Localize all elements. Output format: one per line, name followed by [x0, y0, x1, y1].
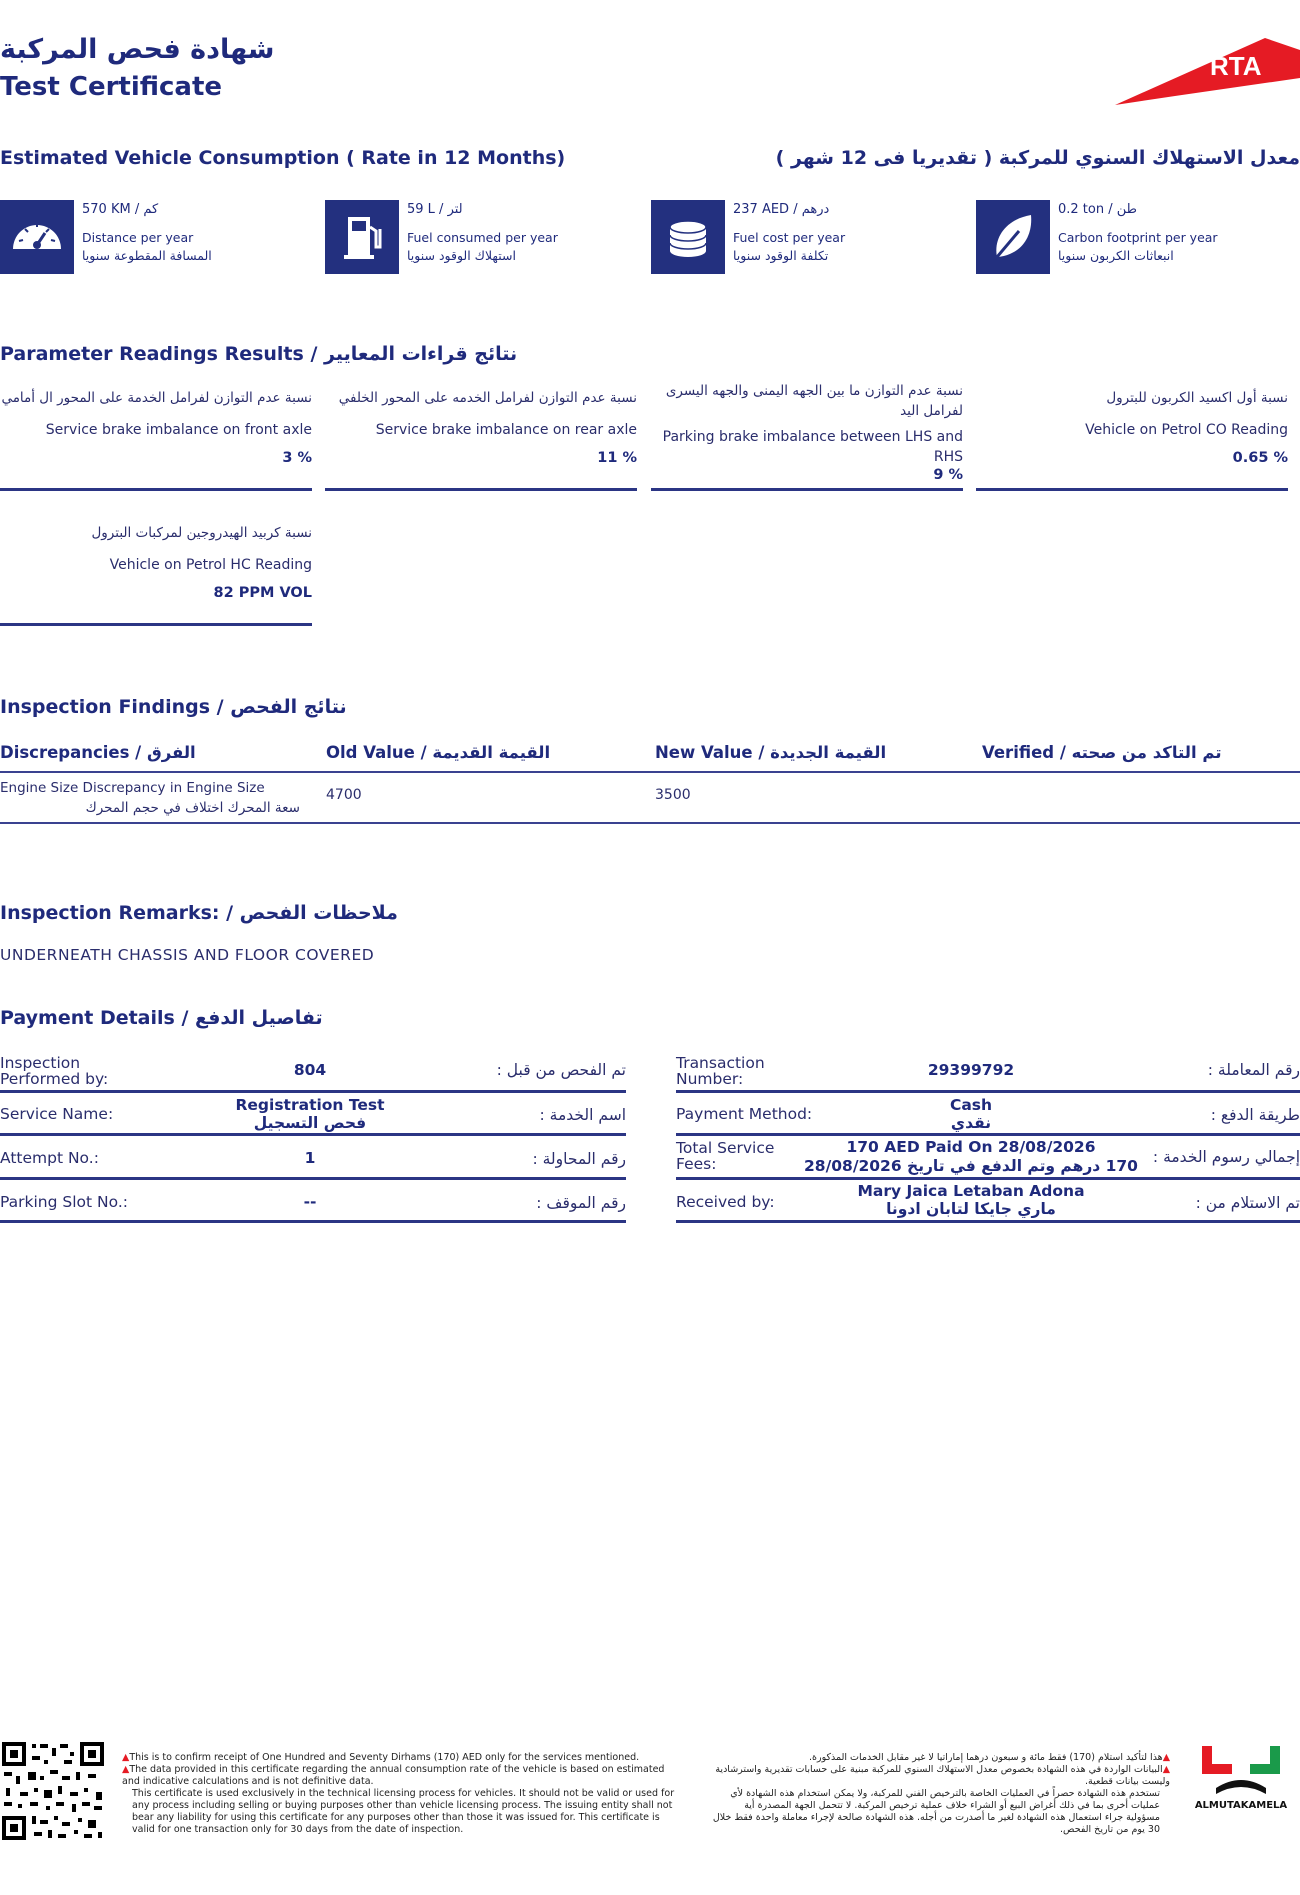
- table-bottom-divider: [0, 822, 1300, 824]
- payment-label: Received by:: [676, 1193, 775, 1211]
- column-header-verified: Verified / تم التاكد من صحته: [982, 743, 1222, 762]
- footer-note: ▲The data provided in this certificate regarding the annual consumption rate of the vehicle is based on estimated and indicative calculations and is not definitive data.: [122, 1764, 665, 1787]
- payment-row-service: [0, 1096, 626, 1134]
- consumption-card-carbon: [976, 197, 1296, 277]
- footer-note: This certificate is used exclusively in the technical licensing process for vehicles. It should not be valid or used for any process including selling or buying purposes other than vehicle licensing process. The issuing entity shall not bear any liability for using this certificate for any purposes other than those it was issued for. This certificate is valid for one transaction only for 30 days from the date of inspection.: [132, 1788, 675, 1835]
- table-row: [0, 778, 1300, 822]
- param-hc-label-arabic: نسبة كربيد الهيدروجين لمركبات البترول: [91, 525, 312, 541]
- warning-icon: ▲: [122, 1764, 130, 1775]
- param-hc-label: Vehicle on Petrol HC Reading: [109, 557, 312, 573]
- divider: [676, 1220, 1300, 1223]
- speedometer-icon: [0, 200, 74, 274]
- divider: [0, 1133, 626, 1136]
- finding-old-value: 4700: [326, 787, 362, 803]
- footer-notes-ar: [710, 1752, 1170, 1836]
- fuel-value: 59 L / لتر: [407, 202, 463, 217]
- consumption-card-fuel: [325, 197, 645, 277]
- table-header-divider: [0, 771, 1300, 773]
- payment-row-method: [676, 1096, 1300, 1134]
- param-hc-value: 82 PPM VOL: [213, 585, 312, 601]
- carbon-label-arabic: انبعاثات الكربون سنويا: [1058, 248, 1174, 263]
- fuel-pump-icon: [325, 200, 399, 274]
- payment-value: 29399792: [927, 1061, 1015, 1079]
- remarks-heading: Inspection Remarks: / ملاحظات الفحص: [0, 902, 398, 924]
- payment-value-arabic: فحص التسجيل: [253, 1114, 367, 1132]
- finding-description: [0, 778, 300, 818]
- distance-value: 570 KM / كم: [82, 202, 159, 217]
- warning-icon: ▲: [122, 1752, 130, 1763]
- column-header-discrepancies: Discrepancies / الفرق: [0, 743, 196, 762]
- warning-icon: ▲: [1162, 1752, 1170, 1763]
- fuel-label: Fuel consumed per year: [407, 230, 558, 245]
- remarks-text: UNDERNEATH CHASSIS AND FLOOR COVERED: [0, 946, 375, 964]
- payment-label-arabic: رقم المحاولة :: [532, 1150, 626, 1168]
- cost-value: 237 AED / درهم: [733, 202, 830, 217]
- footer-note: ▲This is to confirm receipt of One Hundred and Seventy Dirhams (170) AED only for the services mentioned.: [122, 1752, 640, 1763]
- payment-value: Mary Jaica Letaban Adona: [857, 1182, 1085, 1200]
- parameters-heading: Parameter Readings Results / نتائج قراءات المعايير: [0, 343, 518, 365]
- payment-label-arabic: طريقة الدفع :: [1210, 1106, 1300, 1124]
- finding-description-ar: سعة المحرك اختلاف في حجم المحرك: [85, 800, 300, 816]
- param-front-axle-label-arabic: نسبة عدم التوازن لفرامل الخدمة على المحور ال أمامي: [1, 390, 312, 406]
- param-parking-brake-label: Parking brake imbalance between LHS and RHS: [662, 429, 963, 465]
- payment-value: Registration Test: [235, 1096, 385, 1114]
- divider: [676, 1177, 1300, 1180]
- finding-description-en: Engine Size Discrepancy in Engine Size: [0, 780, 265, 796]
- param-front-axle-label: Service brake imbalance on front axle: [45, 422, 312, 438]
- payment-label-arabic: تم الفحص من قبل :: [496, 1061, 626, 1079]
- consumption-heading-arabic: معدل الاستهلاك السنوي للمركبة ( تقديريا فى 12 شهر ): [775, 147, 1300, 169]
- payment-value: --: [303, 1193, 317, 1211]
- rta-logo-text: RTA: [1210, 51, 1262, 81]
- coins-icon: [651, 200, 725, 274]
- payment-value: 170 AED Paid On 28/08/2026: [846, 1138, 1096, 1156]
- param-co-reading: [976, 388, 1288, 466]
- footer-note: ▲البيانات الواردة في هذه الشهادة بخصوص معدل الاستهلاك السنوي للمركبة مبنية على حسابات تقديرية واسترشادية وليست بيانات قطعية.: [715, 1764, 1170, 1787]
- warning-icon: ▲: [1162, 1764, 1170, 1775]
- payment-label: Transaction Number:: [676, 1054, 765, 1088]
- leaf-icon: [976, 200, 1050, 274]
- param-parking-brake: [651, 381, 963, 483]
- page-title-arabic: شهادة فحص المركبة: [0, 34, 275, 65]
- param-rear-axle-label: Service brake imbalance on rear axle: [375, 422, 637, 438]
- payment-label-arabic: اسم الخدمة :: [539, 1106, 626, 1124]
- qr-code: [0, 1740, 106, 1842]
- payment-label-arabic: رقم الموقف :: [536, 1194, 626, 1212]
- param-front-axle: [0, 388, 312, 466]
- payment-row-total-fees: [676, 1138, 1300, 1178]
- distance-label-arabic: المسافة المقطوعة سنويا: [82, 248, 212, 263]
- payment-label: Parking Slot No.:: [0, 1193, 128, 1211]
- payment-label-arabic: إجمالي رسوم الخدمة :: [1152, 1148, 1300, 1166]
- divider: [676, 1090, 1300, 1093]
- findings-heading: Inspection Findings / نتائج الفحص: [0, 696, 347, 718]
- payment-label: Payment Method:: [676, 1105, 813, 1123]
- payment-value: 1: [304, 1149, 316, 1167]
- param-rear-axle: [325, 388, 637, 466]
- carbon-label: Carbon footprint per year: [1058, 230, 1218, 245]
- divider: [0, 488, 312, 491]
- divider: [651, 488, 963, 491]
- payment-value-arabic: نقدي: [950, 1114, 992, 1132]
- finding-new-value: 3500: [655, 787, 691, 803]
- payment-row-parking-slot: [0, 1184, 626, 1220]
- payment-label: Service Name:: [0, 1105, 114, 1123]
- payment-label-arabic: تم الاستلام من :: [1195, 1194, 1300, 1212]
- param-co-label: Vehicle on Petrol CO Reading: [1085, 422, 1288, 438]
- consumption-card-distance: [0, 197, 320, 277]
- carbon-value: 0.2 ton / طن: [1058, 202, 1137, 217]
- payment-row-attempt: [0, 1140, 626, 1176]
- param-rear-axle-value: 11 %: [597, 450, 637, 466]
- payment-value-arabic: ماري جايكا لتابان ادونا: [886, 1200, 1056, 1218]
- param-rear-axle-label-arabic: نسبة عدم التوازن لفرامل الخدمه على المحور الخلفي: [338, 390, 637, 406]
- cost-label: Fuel cost per year: [733, 230, 846, 245]
- payment-label: Attempt No.:: [0, 1149, 99, 1167]
- payment-label: Inspection Performed by:: [0, 1054, 109, 1088]
- param-co-label-arabic: نسبة أول اكسيد الكربون للبترول: [1106, 390, 1288, 406]
- payment-row-received-by: [676, 1182, 1300, 1220]
- footer-note: تستخدم هذه الشهادة حصراً في العمليات الخاصة بالترخيص الفني للمركبة، ولا يمكن استخدام هذه الشهادة لأي عمليات أخرى بما في ذلك أغراض البيع أو الشراء خلاف عملية ترخيص المركبة. لا تتحمل الجهة المصدرة أية مسؤولية جراء استعمال هذه الشهادة لغير ما أصدرت من أجله. هذه الشهادة صالحة لإجراء معاملة واحدة فقط خلال 30 يوم من تاريخ الفحص.: [712, 1788, 1160, 1835]
- param-parking-brake-value: 9 %: [933, 467, 963, 483]
- consumption-heading: Estimated Vehicle Consumption ( Rate in 12 Months): [0, 147, 566, 169]
- payment-value: 804: [293, 1061, 327, 1079]
- distance-label: Distance per year: [82, 230, 194, 245]
- page-title: Test Certificate: [0, 72, 223, 102]
- fuel-label-arabic: استهلاك الوقود سنويا: [407, 248, 516, 263]
- almutakamela-logo-text: ALMUTAKAMELA: [1194, 1800, 1288, 1811]
- param-co-value: 0.65 %: [1232, 450, 1288, 466]
- footer-notes-en: [122, 1752, 682, 1836]
- payment-label-arabic: رقم المعاملة :: [1207, 1061, 1300, 1079]
- divider: [0, 1177, 626, 1180]
- column-header-new-value: New Value / القيمة الجديدة: [655, 743, 887, 762]
- param-front-axle-value: 3 %: [282, 450, 312, 466]
- cost-label-arabic: تكلفة الوقود سنويا: [733, 248, 829, 263]
- divider: [676, 1133, 1300, 1136]
- consumption-card-cost: [651, 197, 971, 277]
- almutakamela-logo: [1182, 1742, 1300, 1822]
- divider: [0, 1220, 626, 1223]
- param-parking-brake-label-arabic: نسبة عدم التوازن ما بين الجهه اليمنى والجهه اليسرى لفرامل اليد: [665, 383, 963, 419]
- payment-value: Cash: [949, 1096, 993, 1114]
- divider: [0, 1090, 626, 1093]
- payment-label: Total Service Fees:: [676, 1139, 775, 1173]
- footer-note: ▲هذا لتأكيد استلام (170) فقط مائة و سبعون درهما إماراتيا لا غير مقابل الخدمات المذكورة.: [809, 1752, 1170, 1763]
- divider: [976, 488, 1288, 491]
- payment-row-transaction: [676, 1055, 1300, 1091]
- payment-heading: Payment Details / تفاصيل الدفع: [0, 1007, 323, 1029]
- column-header-old-value: Old Value / القيمة القديمة: [326, 743, 551, 762]
- payment-value-arabic: 170 درهم وتم الدفع في تاريخ 28/08/2026: [804, 1157, 1138, 1175]
- rta-logo: [1115, 30, 1300, 110]
- param-hc-reading: [0, 523, 312, 601]
- payment-row-inspector: [0, 1055, 626, 1091]
- divider: [325, 488, 637, 491]
- divider: [0, 623, 312, 626]
